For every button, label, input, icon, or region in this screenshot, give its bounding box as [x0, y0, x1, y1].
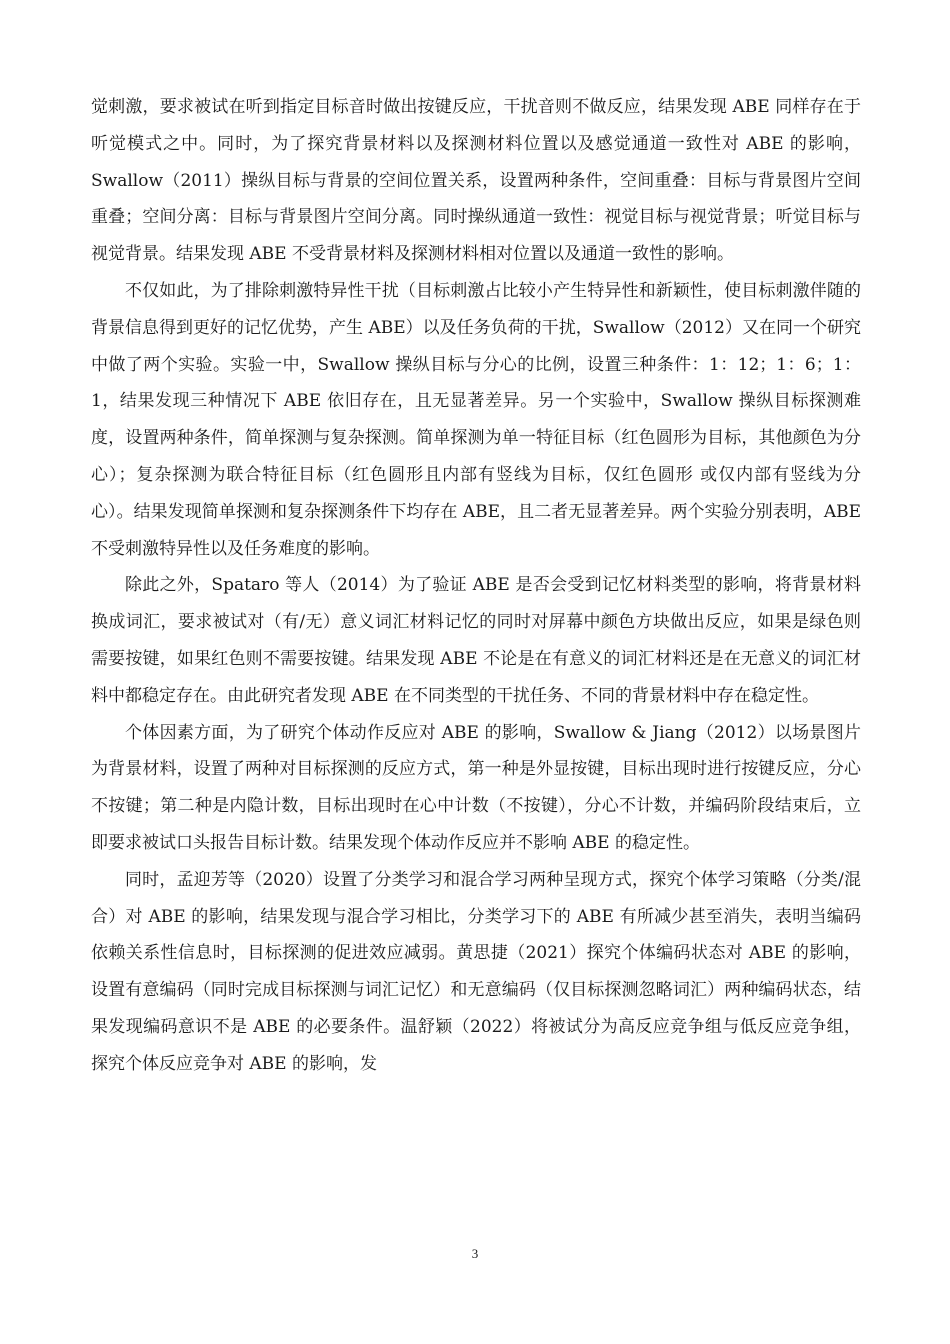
document-body	[91, 89, 861, 1083]
paragraph-5: 同时，孟迎芳等（2020）设置了分类学习和混合学习两种呈现方式，探究个体学习策略（分类/混合）对 ABE 的影响，结果发现与混合学习相比，分类学习下的 ABE 有所减少甚至消失，表明当编码依赖关系性信息时，目标探测的促进效应减弱。黄思捷（2021）探究个体编码状态对 ABE 的影响，设置有意编码（同时完成目标探测与词汇记忆）和无意编码（仅目标探测忽略词汇）两种编码状态，结果发现编码意识不是 ABE 的必要条件。温舒颖（2022）将被试分为高反应竞争组与低反应竞争组，探究个体反应竞争对 ABE 的影响，发	[91, 869, 861, 1074]
paragraph-1: 觉刺激，要求被试在听到指定目标音时做出按键反应，干扰音则不做反应，结果发现 ABE 同样存在于听觉模式之中。同时，为了探究背景材料以及探测材料位置以及感觉通道一致性对 ABE 的影响，Swallow（2011）操纵目标与背景的空间位置关系，设置两种条件，空间重叠：目标与背景图片空间重叠；空间分离：目标与背景图片空间分离。同时操纵通道一致性：视觉目标与视觉背景；听觉目标与视觉背景。结果发现 ABE 不受背景材料及探测材料相对位置以及通道一致性的影响。	[91, 97, 861, 265]
page-number: 3	[471, 1246, 479, 1261]
paragraph-3: 除此之外，Spataro 等人（2014）为了验证 ABE 是否会受到记忆材料类型的影响，将背景材料换成词汇，要求被试对（有/无）意义词汇材料记忆的同时对屏幕中颜色方块做出反应，如果是绿色则需要按键，如果红色则不需要按键。结果发现 ABE 不论是在有意义的词汇材料还是在无意义的词汇材料中都稳定存在。由此研究者发现 ABE 在不同类型的干扰任务、不同的背景材料中存在稳定性。	[91, 575, 861, 706]
paragraph-4: 个体因素方面，为了研究个体动作反应对 ABE 的影响，Swallow & Jiang（2012）以场景图片为背景材料，设置了两种对目标探测的反应方式，第一种是外显按键，目标出现时进行按键反应，分心不按键；第二种是内隐计数，目标出现时在心中计数（不按键），分心不计数，并编码阶段结束后，立即要求被试口头报告目标计数。结果发现个体动作反应并不影响 ABE 的稳定性。	[91, 722, 861, 853]
paragraph-2: 不仅如此，为了排除刺激特异性干扰（目标刺激占比较小产生特异性和新颖性，使目标刺激伴随的背景信息得到更好的记忆优势，产生 ABE）以及任务负荷的干扰，Swallow（2012）又在同一个研究中做了两个实验。实验一中，Swallow 操纵目标与分心的比例，设置三种条件：1：12；1：6；1：1，结果发现三种情况下 ABE 依旧存在，且无显著差异。另一个实验中，Swallow 操纵目标探测难度，设置两种条件，简单探测与复杂探测。简单探测为单一特征目标（红色圆形为目标，其他颜色为分心）；复杂探测为联合特征目标（红色圆形且内部有竖线为目标，仅红色圆形 或仅内部有竖线为分心）。结果发现简单探测和复杂探测条件下均存在 ABE，且二者无显著差异。两个实验分别表明，ABE 不受刺激特异性以及任务难度的影响。	[91, 280, 861, 559]
